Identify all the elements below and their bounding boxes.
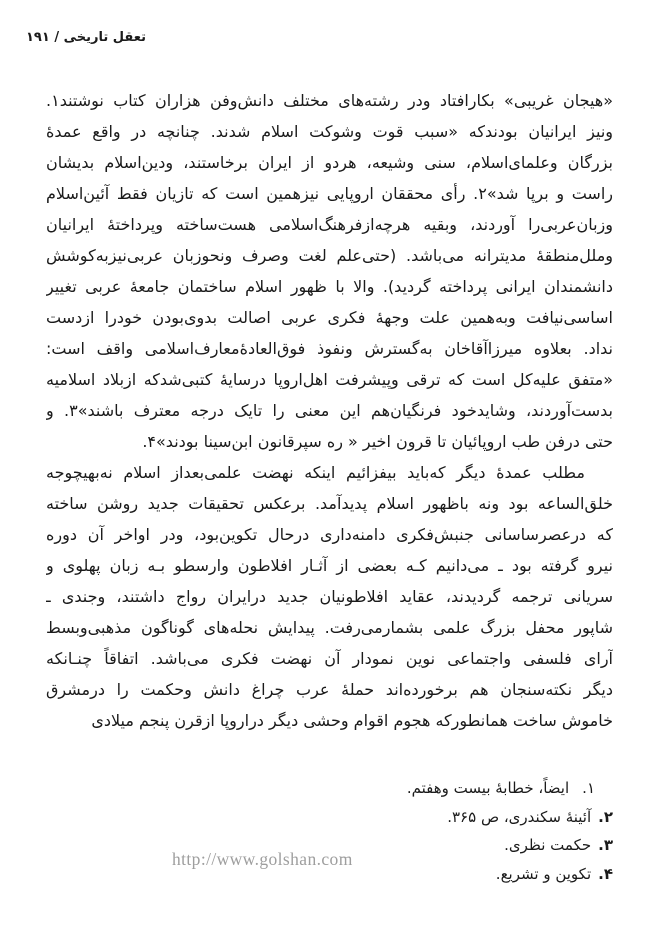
paragraph-2: [46, 457, 613, 736]
text-line: آرای فلسفی واجتماعی نوین نمودار آن نهضت فکری می‌باشد. اتفاقاً چنـانکه: [46, 649, 613, 668]
footnote-line: [250, 774, 613, 803]
footnotes: [250, 774, 613, 888]
footnote-number: ۲.: [598, 807, 613, 826]
text-line: نیرو گرفته بود ـ می‌دانیم کـه بعضی از آثـار افلاطون وارسطو بـه زبان پهلوی و: [46, 556, 613, 575]
text-line: بزرگان وعلمای‌اسلام، سنی وشیعه، هردو از ایران برخاستند، ودین‌اسلام بدیشان: [46, 153, 613, 172]
footnote-number: ۱.: [582, 779, 595, 797]
footnote-line: [250, 803, 613, 832]
text-line: مطلب عمدهٔ دیگر که‌باید بیفزائیم اینکه نهضت علمی‌بعداز اسلام نه‌بهیچوجه: [46, 463, 585, 482]
text-line: «متفق علیه‌کل است که ترقی وپیشرفت اهل‌اروپا درسایهٔ کتبی‌شدکه ازبلاد اسلامیه: [46, 370, 613, 389]
text-line: راست و برپا شد»۲. رأی محققان اروپایی نیزهمین است که تازیان فقط آئین‌اسلام: [46, 184, 613, 203]
text-line: وملل‌منطقهٔ مدیترانه می‌باشد. (حتی‌علم لغت وصرف ونحوزبان عربی‌نیزبه‌کوشش: [46, 246, 613, 265]
body-text: [46, 85, 613, 736]
text-line: نداد. بعلاوه میرزاآقاخان به‌گسترش ونفوذ فوق‌العادهٔ‌معارف‌اسلامی واقف است:: [46, 339, 613, 358]
text-line: خاموش ساخت همانطورکه هجوم اقوام وحشی دیگر دراروپا ازقرن پنجم میلادی: [91, 711, 613, 730]
text-line: دانشمندان ایرانی پرداخته گردید). والا با ظهور اسلام ساختمان جامعهٔ عربی تغییر: [46, 277, 613, 296]
text-line: ونیز ایرانیان بودندکه «سبب قوت وشوکت اسلام شدند. چنانچه در واقع عمدهٔ: [46, 122, 613, 141]
text-line: وزبان‌عربی‌را آوردند، وبقیه هرچه‌ازفرهنگ‌اسلامی هست‌ساخته وپرداختهٔ ایرانیان: [46, 215, 613, 234]
text-line: «هیجان غریبی» بکارافتاد ودر رشته‌های مختلف دانش‌وفن هزاران کتاب نوشتند۱.: [46, 91, 613, 110]
text-line: سریانی ترجمه گردیدند، عقاید افلاطونیان جدید درایران رواج داشتند، وجندی ـ: [46, 587, 613, 606]
text-line: شاپور محفل بزرگ علمی بشمارمی‌رفت. پیدایش نحله‌های گوناگون مذهبی‌وبسط: [46, 618, 613, 637]
text-line: خلق‌الساعه بود ونه باظهور اسلام پدیدآمد. برعکس تحقیقات جدید روشن ساخته: [46, 494, 613, 513]
url-watermark: http://www.golshan.com: [172, 849, 353, 869]
footnote-text: حکمت نظری.: [504, 836, 592, 854]
text-line: که درعصرساسانی جنبش‌فکری دامنه‌داری درحال تکوین‌بود، ودر اواخر آن دوره: [46, 525, 613, 544]
text-line: دیگر نکته‌سنجان هم برخورده‌اند حملهٔ عرب چراغ دانش وحکمت را درمشرق: [46, 680, 613, 699]
footnote-text: ایضاً، خطابهٔ بیست وهفتم.: [406, 779, 570, 797]
paragraph-1: [46, 85, 613, 457]
footnote-text: تکوین و تشریع.: [495, 864, 592, 883]
text-line: حتی درفن طب اروپائیان تا قرون اخیر « ره سپرقانون ابن‌سینا بودند»۴.: [142, 432, 613, 451]
text-line: اساسی‌نیافت وبه‌همین علت وجههٔ فکری عربی اصالت بدوی‌بودن خودرا ازدست: [46, 308, 613, 327]
footnote-number: ۴.: [598, 864, 613, 883]
text-line: بدست‌آوردند، وشایدخود فرنگیان‌هم این معنی را تایک درجه معترف باشند»۳. و: [46, 401, 613, 420]
footnote-number: ۳.: [598, 836, 613, 854]
running-head: تعقل تاریخی / ۱۹۱: [26, 30, 146, 45]
footnote-text: آئینهٔ سکندری، ص ۳۶۵.: [447, 807, 592, 826]
